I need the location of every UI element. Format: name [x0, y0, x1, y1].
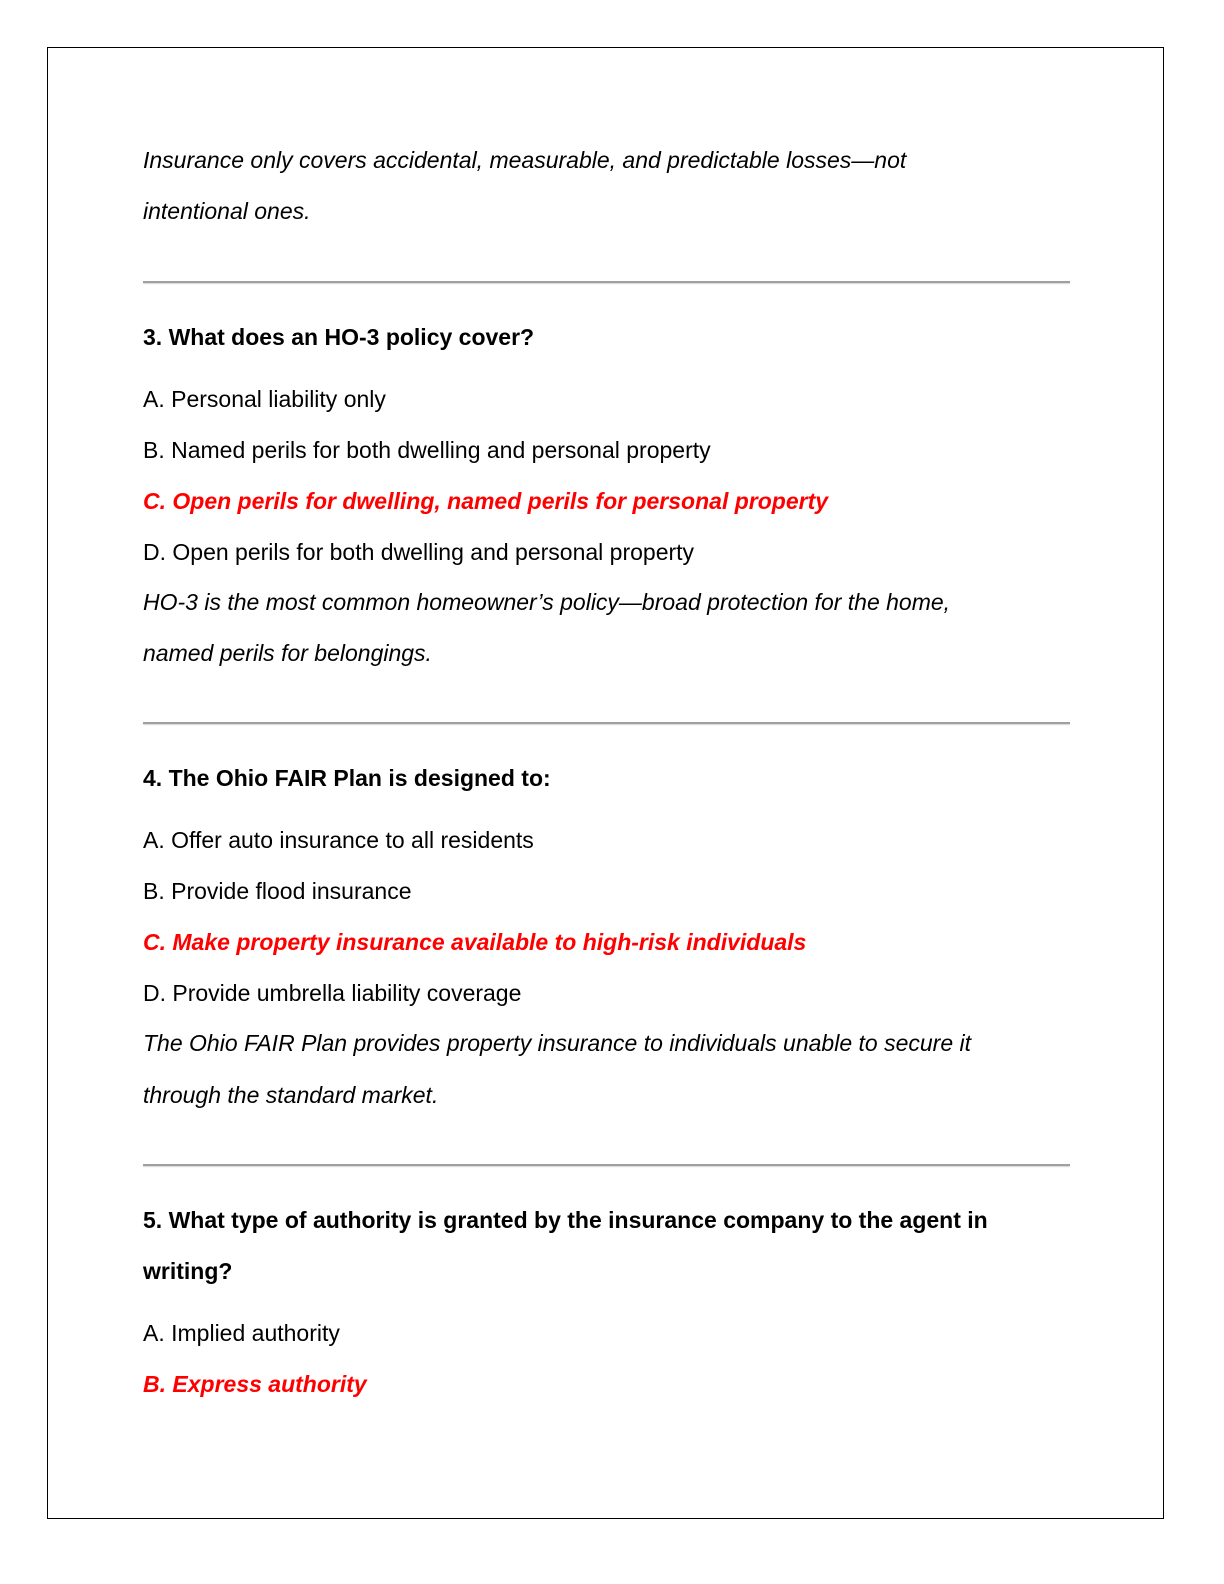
section-divider [143, 281, 1070, 283]
question-title: 4. The Ohio FAIR Plan is designed to: [143, 765, 551, 791]
section-divider [143, 722, 1070, 724]
explanation-text: named perils for belongings. [143, 640, 432, 666]
question-title-continued: writing? [143, 1258, 233, 1284]
explanation-text: Insurance only covers accidental, measurable, and predictable losses—not [143, 147, 907, 173]
answer-option: A. Personal liability only [143, 386, 386, 412]
question-title: 5. What type of authority is granted by the insurance company to the agent in [143, 1207, 988, 1233]
answer-option: A. Offer auto insurance to all residents [143, 827, 534, 853]
correct-answer-option: C. Open perils for dwelling, named perils for personal property [143, 488, 829, 514]
explanation-text: intentional ones. [143, 198, 311, 224]
answer-option: B. Provide flood insurance [143, 878, 412, 904]
explanation-text: through the standard market. [143, 1082, 439, 1108]
answer-option: D. Open perils for both dwelling and personal property [143, 539, 695, 565]
explanation-text: HO-3 is the most common homeowner’s policy—broad protection for the home, [143, 589, 951, 615]
answer-option: A. Implied authority [143, 1320, 340, 1346]
answer-option: B. Named perils for both dwelling and personal property [143, 437, 711, 463]
correct-answer-option: C. Make property insurance available to high-risk individuals [143, 929, 807, 955]
question-title: 3. What does an HO-3 policy cover? [143, 324, 535, 350]
answer-option: D. Provide umbrella liability coverage [143, 980, 522, 1006]
section-divider [143, 1164, 1070, 1166]
explanation-text: The Ohio FAIR Plan provides property insurance to individuals unable to secure it [143, 1030, 972, 1056]
correct-answer-option: B. Express authority [143, 1371, 367, 1397]
